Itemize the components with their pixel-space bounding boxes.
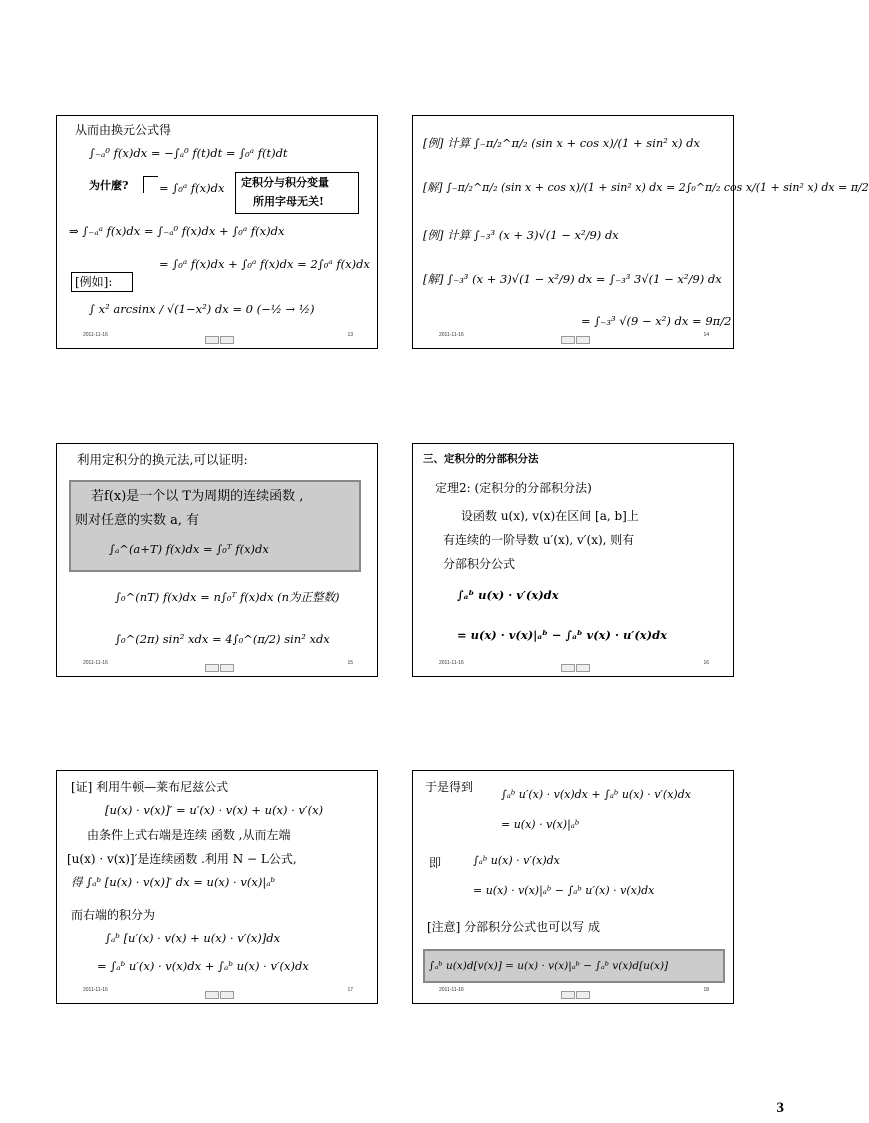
slide-formula: ∫ x² arcsinx / √(1−x²) dx = 0 (−½ → ½) bbox=[89, 302, 315, 316]
slide-text: 定理2: (定积分的分部积分法) bbox=[435, 481, 592, 495]
slide-formula: [u(x) · v(x)]′ = u′(x) · v(x) + u(x) · v′(x) bbox=[105, 803, 324, 817]
slide-formula: = ∫ₐᵇ u′(x) · v(x)dx + ∫ₐᵇ u(x) · v′(x)dx bbox=[97, 959, 309, 973]
slide-17 bbox=[56, 770, 378, 1004]
slide-date: 2011-11-16 bbox=[439, 987, 464, 993]
slide-formula: ∫₋ₐ⁰ f(x)dx = −∫ₐ⁰ f(t)dt = ∫₀ᵃ f(t)dt bbox=[89, 146, 288, 160]
slide-formula: = ∫₀ᵃ f(x)dx + ∫₀ᵃ f(x)dx = 2∫₀ᵃ f(x)dx bbox=[159, 257, 370, 271]
slide-text: 即 bbox=[429, 856, 442, 870]
slide-number: 15 bbox=[347, 660, 353, 666]
slide-16 bbox=[412, 443, 734, 677]
slide-formula: = ∫₋₃³ √(9 − x²) dx = 9π/2 bbox=[581, 314, 732, 328]
slide-formula: ⇒ ∫₋ₐᵃ f(x)dx = ∫₋ₐ⁰ f(x)dx + ∫₀ᵃ f(x)dx bbox=[69, 224, 285, 238]
slide-formula: [例] 计算 ∫₋π/₂^π/₂ (sin x + cos x)/(1 + sin² x) dx bbox=[423, 136, 701, 150]
slide-text: [例如]: bbox=[75, 275, 113, 289]
slide-text: 利用定积分的换元法,可以证明: bbox=[77, 452, 248, 467]
slide-formula: [解] ∫₋π/₂^π/₂ (sin x + cos x)/(1 + sin² x) dx = 2∫₀^π/₂ cos x/(1 + sin² x) dx = π/2 bbox=[423, 181, 869, 194]
slide-formula: ∫ₐᵇ u(x) · v′(x)dx bbox=[473, 854, 560, 867]
slide-nav bbox=[205, 664, 234, 672]
note-text: 所用字母无关! bbox=[253, 195, 324, 208]
slide-text: [注意] 分部积分公式也可以写 成 bbox=[427, 920, 600, 934]
slide-formula: ∫ₐ^(a+T) f(x)dx = ∫₀ᵀ f(x)dx bbox=[109, 542, 269, 556]
slide-nav bbox=[205, 991, 234, 999]
slide-text: 有连续的一阶导数 u′(x), v′(x), 则有 bbox=[443, 533, 635, 547]
slide-nav bbox=[561, 336, 590, 344]
theorem-text: 则对任意的实数 a, 有 bbox=[75, 513, 200, 528]
slide-formula: ∫₀^(nT) f(x)dx = n∫₀ᵀ f(x)dx (n为正整数) bbox=[115, 590, 340, 604]
slide-nav bbox=[561, 664, 590, 672]
slide-number: 16 bbox=[703, 660, 709, 666]
note-text: 定积分与积分变量 bbox=[241, 176, 329, 189]
section-title: 三、定积分的分部积分法 bbox=[423, 453, 539, 465]
slide-text: 而右端的积分为 bbox=[71, 908, 156, 922]
slide-date: 2011-11-16 bbox=[83, 660, 108, 666]
slide-formula: ∫₀^(2π) sin² xdx = 4∫₀^(π/2) sin² xdx bbox=[115, 632, 330, 646]
page-number: 3 bbox=[776, 1100, 784, 1116]
slide-date: 2011-11-16 bbox=[439, 660, 464, 666]
slide-number: 18 bbox=[703, 987, 709, 993]
slide-text: 于是得到 bbox=[425, 780, 474, 794]
slide-formula: = u(x) · v(x)|ₐᵇ bbox=[501, 818, 580, 831]
slide-text: [证] 利用牛顿—莱布尼兹公式 bbox=[71, 780, 229, 794]
slide-14 bbox=[412, 115, 869, 349]
slide-text: 设函数 u(x), v(x)在区间 [a, b]上 bbox=[461, 509, 639, 523]
slide-number: 17 bbox=[347, 987, 353, 993]
bracket-arrow bbox=[143, 176, 158, 193]
slide-formula: = u(x) · v(x)|ₐᵇ − ∫ₐᵇ v(x) · u′(x)dx bbox=[457, 628, 667, 642]
slide-text: 从而由换元公式得 bbox=[75, 123, 172, 137]
slide-number: 13 bbox=[347, 332, 353, 338]
slide-nav bbox=[561, 991, 590, 999]
slide-date: 2011-11-16 bbox=[83, 987, 108, 993]
slide-formula: ∫ₐᵇ u(x)d[v(x)] = u(x) · v(x)|ₐᵇ − ∫ₐᵇ v(x)d[u(x)] bbox=[429, 960, 669, 972]
slide-formula: ∫ₐᵇ u′(x) · v(x)dx + ∫ₐᵇ u(x) · v′(x)dx bbox=[501, 788, 691, 801]
slide-date: 2011-11-16 bbox=[439, 332, 464, 338]
slide-text: 分部积分公式 bbox=[443, 557, 516, 571]
slide-text: 由条件上式右端是连续 函数 ,从而左端 bbox=[87, 828, 291, 842]
slide-number: 14 bbox=[703, 332, 709, 338]
slide-formula: = u(x) · v(x)|ₐᵇ − ∫ₐᵇ u′(x) · v(x)dx bbox=[473, 884, 655, 897]
slide-18 bbox=[412, 770, 734, 1004]
slide-formula: ∫ₐᵇ u(x) · v′(x)dx bbox=[457, 588, 559, 602]
slide-nav bbox=[205, 336, 234, 344]
slide-date: 2011-11-16 bbox=[83, 332, 108, 338]
slide-formula: 得 ∫ₐᵇ [u(x) · v(x)]′ dx = u(x) · v(x)|ₐᵇ bbox=[71, 875, 276, 889]
slide-formula: ∫ₐᵇ [u′(x) · v(x) + u(x) · v′(x)]dx bbox=[105, 931, 281, 945]
slide-formula: = ∫₀ᵃ f(x)dx bbox=[159, 181, 225, 195]
slide-13 bbox=[56, 115, 378, 349]
slide-15 bbox=[56, 443, 378, 677]
theorem-text: 若f(x)是一个以 T为周期的连续函数 , bbox=[91, 489, 304, 504]
slide-formula: [例] 计算 ∫₋₃³ (x + 3)√(1 − x²/9) dx bbox=[423, 228, 619, 242]
slide-text: 为什麼? bbox=[89, 179, 129, 192]
slide-text: [u(x) · v(x)]′是连续函数 .利用 N − L公式, bbox=[67, 852, 297, 866]
slide-formula: [解] ∫₋₃³ (x + 3)√(1 − x²/9) dx = ∫₋₃³ 3√(1 − x²/9) dx bbox=[423, 272, 722, 286]
